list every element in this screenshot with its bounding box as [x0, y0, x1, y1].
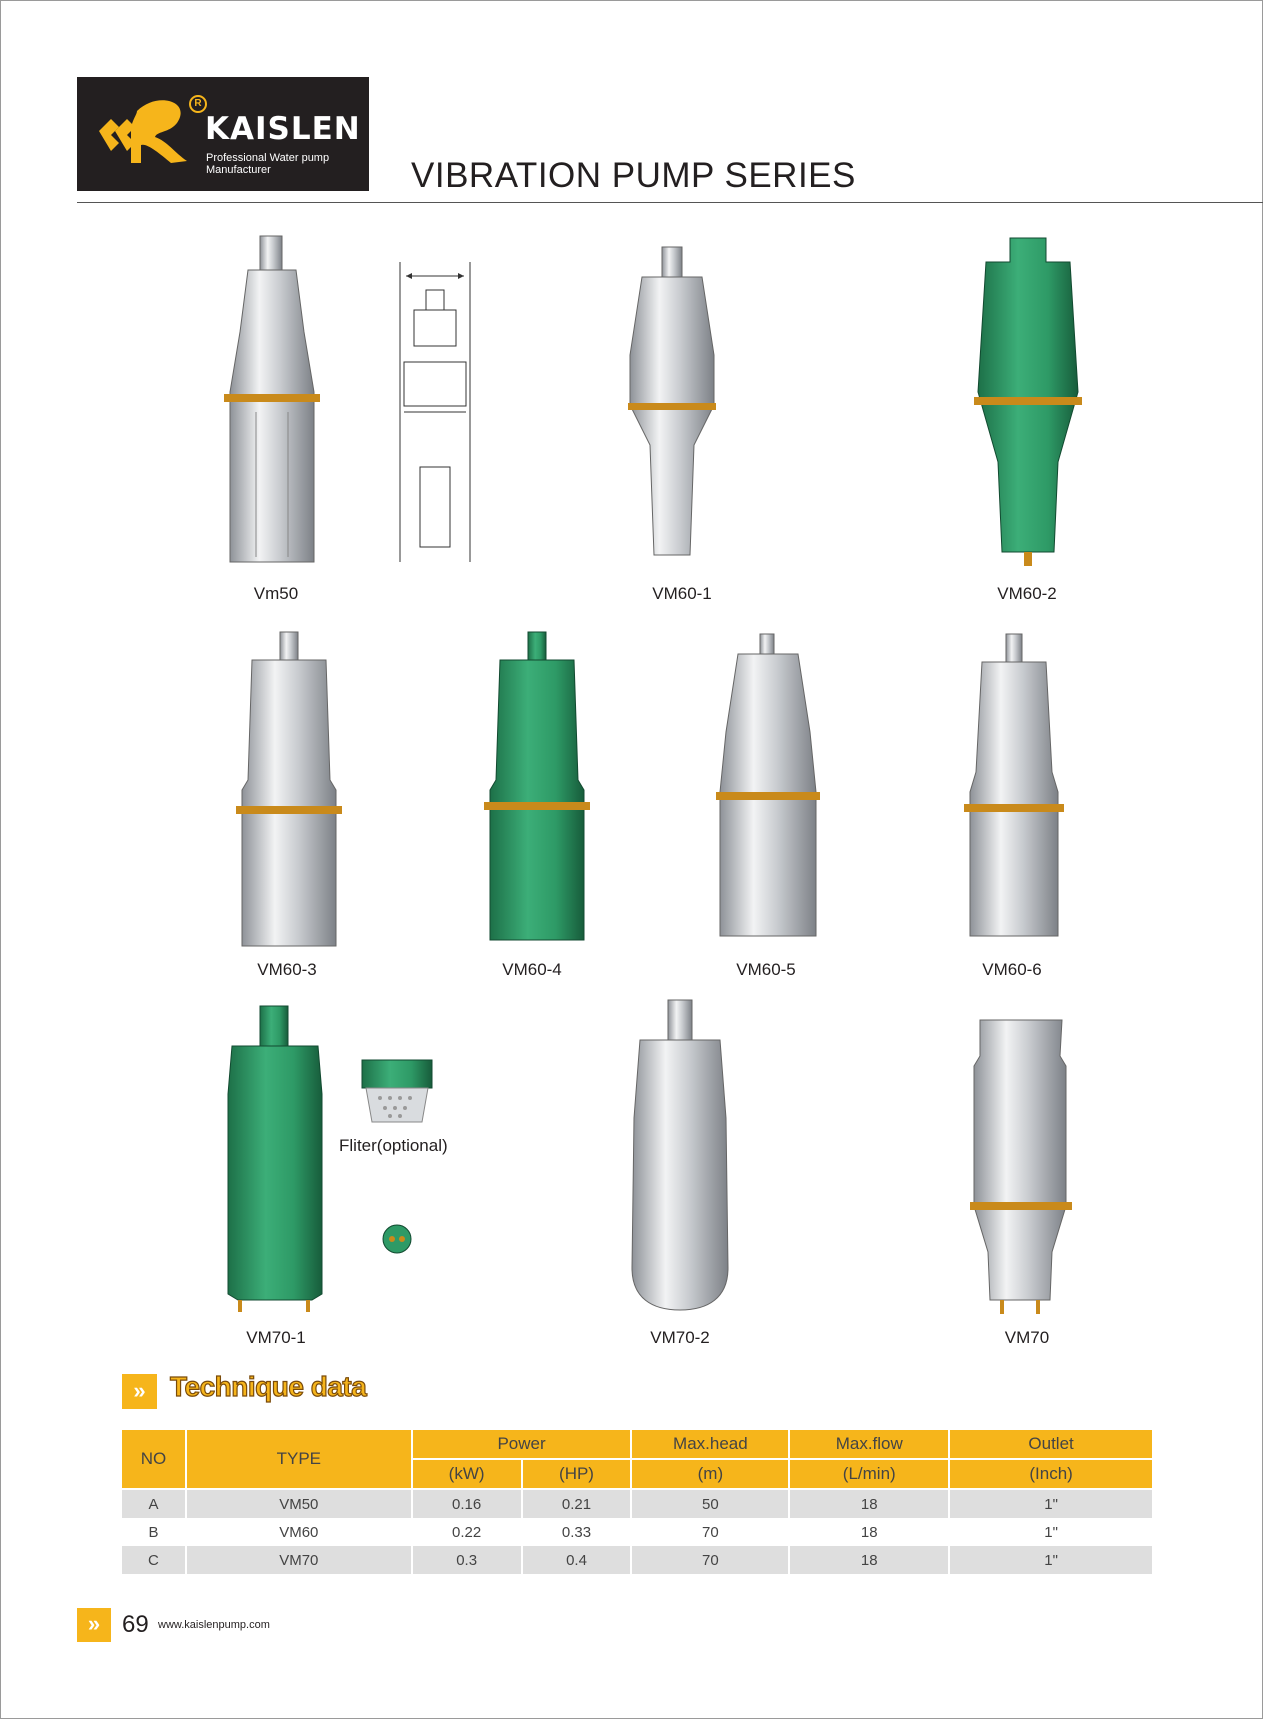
- product-image-vm60-4: [480, 630, 594, 950]
- caption-vm70-2: VM70-2: [650, 1328, 710, 1347]
- page-title: VIBRATION PUMP SERIES: [411, 156, 856, 195]
- caption-vm50: Vm50: [253, 584, 299, 603]
- cell-kw: 0.3: [412, 1546, 522, 1574]
- header-maxflow: Max.flow: [789, 1430, 949, 1459]
- product-image-vm60-3: [232, 630, 346, 950]
- cell-type: VM60: [186, 1518, 412, 1546]
- cell-type: VM50: [186, 1489, 412, 1518]
- header-power: Power: [412, 1430, 632, 1459]
- page-number: 69: [122, 1611, 149, 1638]
- header-type: TYPE: [186, 1430, 412, 1489]
- header-hp: (HP): [522, 1459, 632, 1489]
- plug-icon: [382, 1224, 412, 1254]
- cell-head: 70: [631, 1546, 789, 1574]
- header-kw: (kW): [412, 1459, 522, 1489]
- footer-chevron-icon: »: [77, 1608, 111, 1642]
- cell-flow: 18: [789, 1518, 949, 1546]
- tagline-line-2: Manufacturer: [206, 164, 271, 176]
- product-image-vm70: [966, 1016, 1076, 1316]
- technique-data-table: [122, 1430, 1154, 1574]
- caption-vm70: VM70: [1004, 1328, 1050, 1347]
- filter-caption: Fliter(optional): [339, 1136, 448, 1155]
- header-no: NO: [122, 1430, 186, 1489]
- cell-kw: 0.22: [412, 1518, 522, 1546]
- registered-mark: R: [189, 95, 207, 113]
- cell-no: C: [122, 1546, 186, 1574]
- cell-no: B: [122, 1518, 186, 1546]
- cell-outlet: 1": [949, 1489, 1153, 1518]
- product-image-vm60-1: [620, 245, 724, 565]
- brand-name: KAISLEN: [205, 111, 361, 147]
- table-row: [122, 1518, 1153, 1546]
- product-image-vm70-1: [222, 1004, 328, 1314]
- brand-logo: [77, 77, 369, 191]
- cell-head: 70: [631, 1518, 789, 1546]
- product-image-vm50: [218, 232, 326, 572]
- caption-vm60-4: VM60-4: [502, 960, 562, 979]
- table-row: [122, 1489, 1153, 1518]
- brand-tagline: [206, 152, 356, 176]
- header-outlet: Outlet: [949, 1430, 1153, 1459]
- header-m: (m): [631, 1459, 789, 1489]
- double-chevron-icon: »: [122, 1374, 157, 1409]
- header-lmin: (L/min): [789, 1459, 949, 1489]
- cell-flow: 18: [789, 1546, 949, 1574]
- caption-vm70-1: VM70-1: [246, 1328, 306, 1347]
- table-row: [122, 1546, 1153, 1574]
- cell-head: 50: [631, 1489, 789, 1518]
- product-image-vm60-6: [960, 632, 1068, 942]
- cell-kw: 0.16: [412, 1489, 522, 1518]
- caption-vm60-3: VM60-3: [257, 960, 317, 979]
- header-maxhead: Max.head: [631, 1430, 789, 1459]
- product-image-vm60-5: [712, 632, 824, 942]
- cell-flow: 18: [789, 1489, 949, 1518]
- logo-mark-icon: [97, 91, 192, 171]
- cell-outlet: 1": [949, 1546, 1153, 1574]
- section-title: Technique data: [170, 1371, 367, 1402]
- website-link[interactable]: www.kaislenpump.com: [158, 1619, 270, 1631]
- header-inch: (Inch): [949, 1459, 1153, 1489]
- cell-type: VM70: [186, 1546, 412, 1574]
- vm50-dimension-drawing: [398, 262, 472, 562]
- filter-image: [360, 1058, 434, 1128]
- caption-vm60-6: VM60-6: [982, 960, 1042, 979]
- product-image-vm60-2: [970, 232, 1086, 572]
- caption-vm60-2: VM60-2: [997, 584, 1057, 603]
- caption-vm60-5: VM60-5: [736, 960, 796, 979]
- cell-hp: 0.33: [522, 1518, 632, 1546]
- tagline-line-1: Professional Water pump: [206, 152, 330, 164]
- caption-vm60-1: VM60-1: [652, 584, 712, 603]
- product-image-vm70-2: [628, 998, 732, 1314]
- cell-hp: 0.21: [522, 1489, 632, 1518]
- cell-hp: 0.4: [522, 1546, 632, 1574]
- cell-outlet: 1": [949, 1518, 1153, 1546]
- cell-no: A: [122, 1489, 186, 1518]
- title-divider: [77, 202, 1263, 203]
